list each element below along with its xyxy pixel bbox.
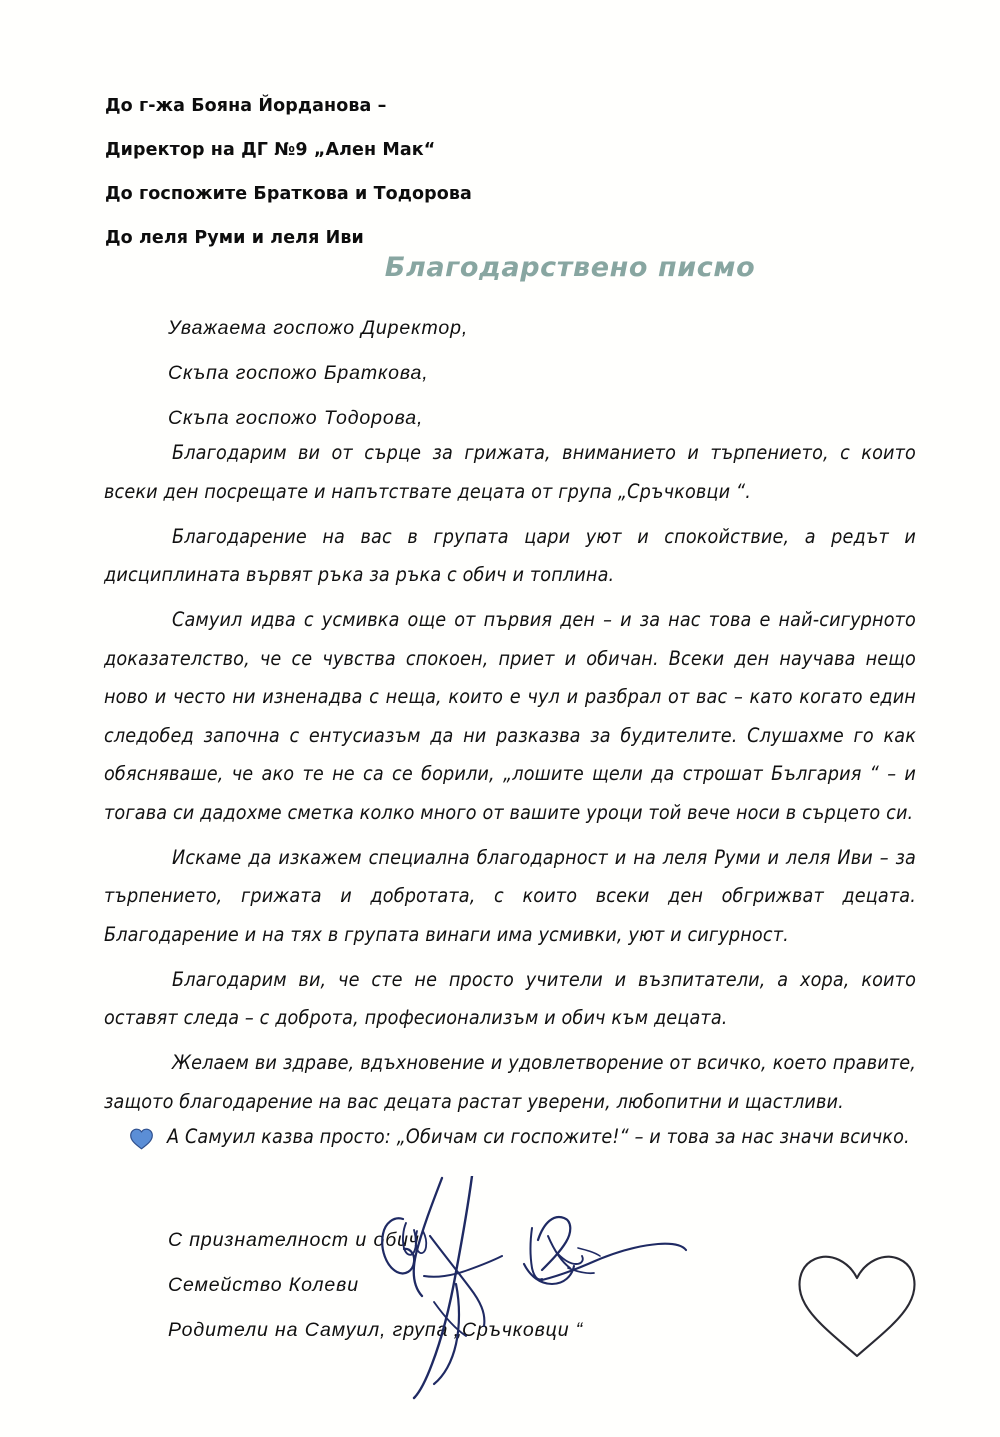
addressee-block <box>105 84 825 260</box>
body-paragraph-2: Благодарение на вас в групата цари уют и спокойствие, а редът и дисциплината вървят ръка за ръка с обич и топлина. <box>104 524 916 586</box>
salutation-block <box>168 306 868 441</box>
emoji-note-line <box>128 1122 928 1152</box>
closing-line-2: Семейство Колеви <box>168 1274 359 1296</box>
heart-outline-icon <box>793 1252 921 1360</box>
addressee-line-1: До г-жа Бояна Йорданова – <box>105 96 387 116</box>
body-paragraph-1: Благодарим ви от сърце за грижата, вниманието и търпението, с които всеки ден посрещате и напътствате децата от група „Сръчковци “. <box>104 441 916 503</box>
blue-heart-icon <box>128 1125 155 1152</box>
addressee-line-4: До леля Руми и леля Иви <box>105 228 364 248</box>
addressee-line-3: До госпожите Браткова и Тодорова <box>105 184 472 204</box>
salutation-line-3: Скъпа госпожо Тодорова, <box>168 407 424 429</box>
letter-body <box>104 434 916 1127</box>
salutation-line-2: Скъпа госпожо Браткова, <box>168 362 429 384</box>
addressee-line-2: Директор на ДГ №9 „Ален Мак“ <box>105 140 436 160</box>
closing-block <box>168 1218 808 1353</box>
closing-line-1: С признателност и обич <box>168 1229 420 1251</box>
emoji-note-text: А Самуил казва просто: „Обичам си госпожите!“ – и това за нас значи всичко. <box>167 1125 910 1148</box>
body-paragraph-3: Самуил идва с усмивка още от първия ден – и за нас това е най-сигурното доказателство, че се чувства спокоен, приет и обичан. Всеки ден научава нещо ново и често ни изненадва с неща, които е чул и разбрал от вас – като когато един следобед започна с ентусиазъм да ни разказва за будителите. Слушахме го как обясняваше, че ако те не са се борили, „лошите щели да строшат България “ – и тогава си дадохме сметка колко много от вашите уроци той вече носи в сърцето си. <box>104 608 916 824</box>
salutation-line-1: Уважаема госпожо Директор, <box>168 317 469 339</box>
body-paragraph-5: Благодарим ви, че сте не просто учители и възпитатели, а хора, които оставят следа – с доброта, професионализъм и обич към децата. <box>104 967 916 1029</box>
closing-line-3: Родители на Самуил, група „Сръчковци “ <box>168 1319 584 1341</box>
body-paragraph-4: Искаме да изкажем специална благодарност и на леля Руми и леля Иви – за търпението, грижата и добротата, с които всеки ден обгрижват децата. Благодарение и на тях в групата винаги има усмивки, уют и сигурност. <box>104 845 916 946</box>
page-title: Благодарствено писмо <box>384 252 756 283</box>
body-paragraph-6: Желаем ви здраве, вдъхновение и удовлетворение от всичко, което правите, защото благодарение на вас децата растат уверени, любопитни и щастливи. <box>104 1051 916 1113</box>
